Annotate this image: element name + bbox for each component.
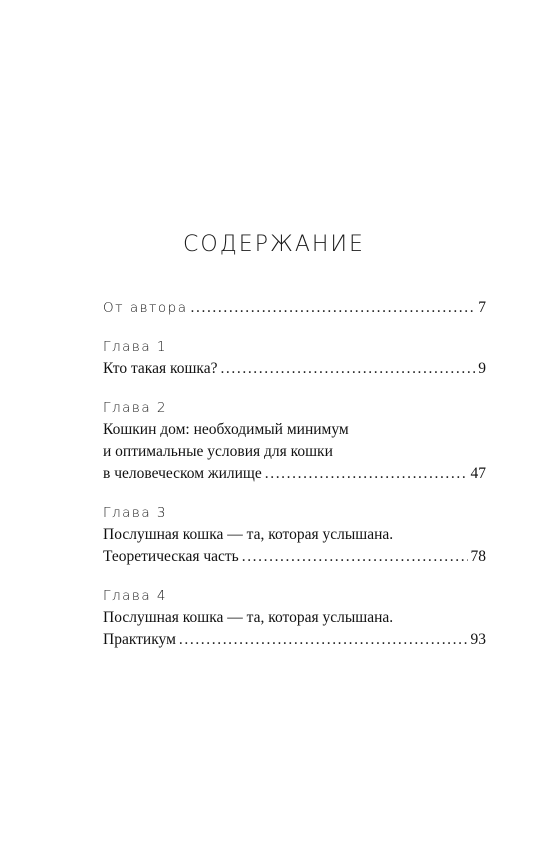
- toc-entry-title-line: Послушная кошка — та, которая услышана.: [103, 526, 394, 543]
- toc-line[interactable]: [103, 629, 486, 651]
- chapter-label: Глава 2: [103, 400, 167, 416]
- page-number: 9: [478, 360, 486, 377]
- page-number: 47: [470, 465, 486, 482]
- dot-leader: [265, 463, 468, 485]
- toc-entry-title-line: Кошкин дом: необходимый минимум: [103, 421, 349, 438]
- dot-leader: [242, 546, 468, 568]
- toc-entry-title: Кто такая кошка?: [103, 360, 218, 377]
- toc-entry-chapter-1: [103, 336, 486, 380]
- toc-entry-author: [103, 297, 486, 319]
- chapter-label: Глава 1: [103, 339, 167, 355]
- toc-entry-title-line: Послушная кошка — та, которая услышана.: [103, 609, 394, 626]
- table-of-contents: [103, 297, 486, 668]
- toc-entry-title-line: и оптимальные условия для кошки: [103, 443, 333, 460]
- toc-line[interactable]: [103, 546, 486, 568]
- toc-entry-chapter-4: [103, 585, 486, 651]
- dot-leader: [220, 358, 475, 380]
- toc-line[interactable]: [103, 358, 486, 380]
- toc-entry-chapter-3: [103, 502, 486, 568]
- toc-entry-title: Теоретическая часть: [103, 548, 239, 565]
- page-number: 78: [470, 548, 486, 565]
- chapter-label: Глава 4: [103, 588, 167, 604]
- page-number: 7: [478, 299, 486, 316]
- dot-leader: [179, 629, 468, 651]
- chapter-label: Глава 3: [103, 505, 167, 521]
- toc-entry-title: в человеческом жилище: [103, 465, 262, 482]
- toc-line[interactable]: [103, 297, 486, 319]
- toc-entry-chapter-2: [103, 397, 486, 485]
- toc-entry-title: От автора: [103, 300, 188, 316]
- dot-leader: [191, 297, 476, 319]
- page-number: 93: [470, 631, 486, 648]
- toc-line[interactable]: [103, 463, 486, 485]
- toc-entry-title: Практикум: [103, 631, 176, 648]
- page-title: СОДЕРЖАНИЕ: [183, 232, 365, 257]
